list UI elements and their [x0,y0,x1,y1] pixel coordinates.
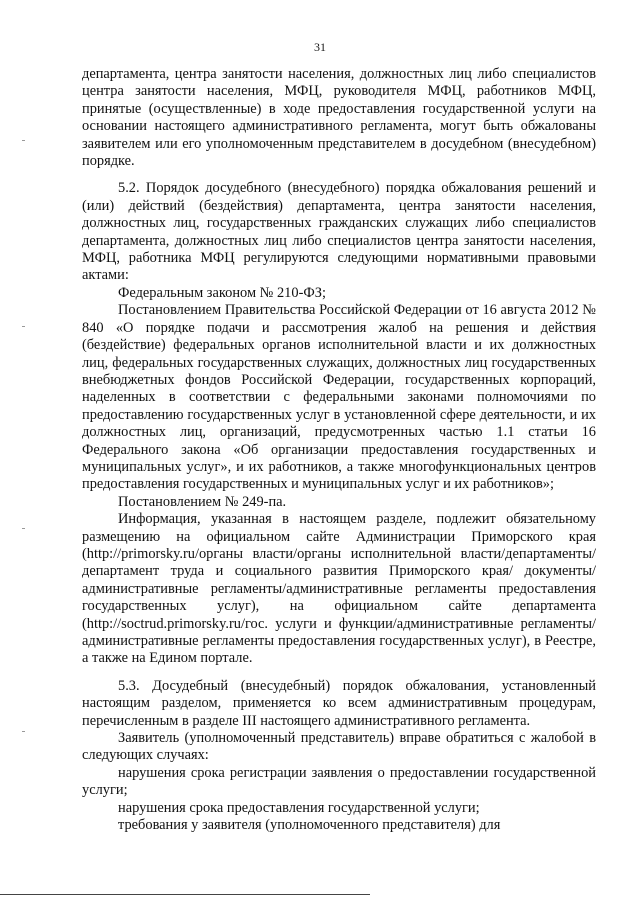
scan-margin-mark [22,326,25,327]
paragraph-decree-249: Постановлением № 249-па. [118,493,287,510]
list-item-requirement: требования у заявителя (уполномоченного представителя) для [118,817,501,834]
scan-margin-mark [22,731,25,732]
paragraph-section-5-3: 5.3. Досудебный (внесудебный) порядок обжалования, установленный настоящим разделом, применяется ко всем административным процедурам, перечисленным в разделе III настоящего административного регламента. [82,677,596,729]
paragraph-government-decree: Постановлением Правительства Российской Федерации от 16 августа 2012 № 840 «О порядке подачи и рассмотрения жалоб на решения и действия (бездействие) федеральных органов исполнительной власти и их должностных лиц, федеральных государственных служащих, должностных лиц государственных внебюджетных фондов Российской Федерации, государственных корпораций, наделенных в соответствии с федеральными законами полномочиями по предоставлению государственных услуг в установленной сфере деятельности, и их должностных лиц, организаций, предусмотренных частью 1.1 статьи 16 Федерального закона «Об организации предоставления государственных и муниципальных услуг», и их работников, а также многофункциональных центров предоставления государственных и муниципальных услуг и их работников»; [82,302,596,493]
paragraph-federal-law: Федеральным законом № 210-ФЗ; [118,284,326,301]
scan-margin-mark [22,140,25,141]
scan-margin-mark [22,528,25,529]
bottom-rule [0,894,370,895]
list-item-provision-violation: нарушения срока предоставления государственной услуги; [118,799,480,816]
paragraph-section-5-2: 5.2. Порядок досудебного (внесудебного) порядка обжалования решений и (или) действий (бездействия) департамента, центра занятости населения, должностных лиц, государственных гражданских служащих либо специалистов департамента, должностных лиц либо специалистов центра занятости населения, МФЦ, работника МФЦ регулируются следующими нормативными правовыми актами: [82,180,596,284]
page-number: 31 [314,40,326,54]
paragraph-applicant-rights: Заявитель (уполномоченный представитель) вправе обратиться с жалобой в следующих случаях: [82,730,596,764]
document-body [82,66,596,834]
list-item-registration-violation: нарушения срока регистрации заявления о предоставлении государственной услуги; [82,764,596,799]
paragraph-appeal-intro: департамента, центра занятости населения, должностных лиц либо специалистов центра занятости населения, МФЦ, руководителя МФЦ, работников МФЦ, принятые (осуществленные) в ходе предоставления государственной услуги на основании настоящего административного регламента, могут быть обжалованы заявителем или его уполномоченным представителем в досудебном (внесудебном) порядке. [82,66,596,170]
paragraph-information-placement: Информация, указанная в настоящем разделе, подлежит обязательному размещению на официальном сайте Администрации Приморского края (http://primorsky.ru/органы власти/органы исполнительной власти/департаменты/департамент труда и социального развития Приморского края/ документы/административные регламенты/административные регламенты предоставления государственных услуг), на официальном сайте департамента (http://soctrud.primorsky.ru/гос. услуги и функции/административные регламенты/административные регламенты предоставления государственных услуг), в Реестре, а также на Едином портале. [82,511,596,667]
